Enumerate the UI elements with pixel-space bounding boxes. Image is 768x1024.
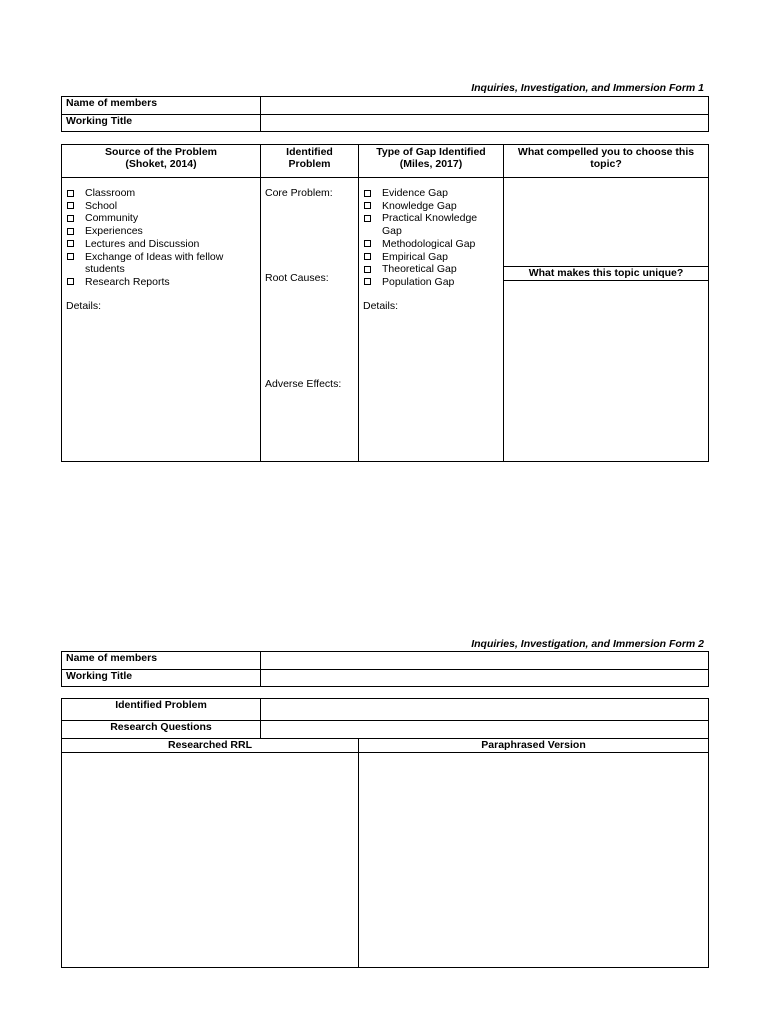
source-option-experiences[interactable]: Experiences — [66, 225, 256, 238]
checkbox-icon[interactable] — [364, 202, 371, 209]
working-title-label: Working Title — [62, 670, 261, 687]
adverse-effects-label: Adverse Effects: — [265, 378, 342, 390]
root-causes-label: Root Causes: — [265, 272, 329, 284]
checkbox-icon[interactable] — [67, 240, 74, 247]
source-header: Source of the Problem (Shoket, 2014) — [62, 145, 261, 178]
working-title-field[interactable] — [261, 670, 709, 687]
unique-header: What makes this topic unique? — [504, 266, 708, 281]
form2-main-table — [61, 698, 709, 968]
gap-details-label: Details: — [363, 299, 399, 312]
checkbox-icon[interactable] — [67, 228, 74, 235]
core-problem-label: Core Problem: — [265, 187, 333, 199]
form2-title: Inquiries, Investigation, and Immersion Form 2 — [471, 638, 704, 650]
source-option-exchange[interactable]: Exchange of Ideas with fellow students — [66, 251, 256, 276]
checkbox-icon[interactable] — [67, 190, 74, 197]
gap-option-population[interactable]: Population Gap — [363, 276, 499, 289]
checkbox-icon[interactable] — [364, 253, 371, 260]
source-option-lectures[interactable]: Lectures and Discussion — [66, 238, 256, 251]
gap-option-theoretical[interactable]: Theoretical Gap — [363, 263, 499, 276]
source-details-label: Details: — [66, 299, 102, 312]
gap-option-evidence[interactable]: Evidence Gap — [363, 187, 499, 200]
source-cell[interactable] — [62, 178, 261, 462]
source-option-classroom[interactable]: Classroom — [66, 187, 256, 200]
form2-members-table — [61, 651, 709, 687]
gap-checklist — [363, 187, 499, 289]
research-questions-field[interactable] — [261, 721, 709, 739]
research-questions-label: Research Questions — [62, 721, 261, 739]
form1-main-table — [61, 144, 709, 462]
identified-problem-field[interactable] — [261, 699, 709, 721]
checkbox-icon[interactable] — [67, 202, 74, 209]
paraphrased-header: Paraphrased Version — [359, 739, 709, 753]
compelled-unique-cell — [504, 178, 709, 462]
working-title-label: Working Title — [62, 115, 261, 132]
compelled-header: What compelled you to choose this topic? — [504, 145, 709, 178]
gap-option-knowledge[interactable]: Knowledge Gap — [363, 200, 499, 213]
gap-option-methodological[interactable]: Methodological Gap — [363, 238, 499, 251]
name-of-members-field[interactable] — [261, 652, 709, 670]
source-option-research-reports[interactable]: Research Reports — [66, 276, 256, 289]
gap-option-empirical[interactable]: Empirical Gap — [363, 251, 499, 264]
unique-field[interactable] — [504, 281, 708, 461]
identified-problem-cell[interactable] — [261, 178, 359, 462]
checkbox-icon[interactable] — [364, 278, 371, 285]
compelled-field[interactable] — [504, 178, 708, 266]
name-of-members-field[interactable] — [261, 97, 709, 115]
checkbox-icon[interactable] — [67, 215, 74, 222]
checkbox-icon[interactable] — [364, 215, 371, 222]
working-title-field[interactable] — [261, 115, 709, 132]
paraphrased-field[interactable] — [359, 753, 709, 968]
identified-header: Identified Problem — [261, 145, 359, 178]
gap-option-practical[interactable]: Practical Knowledge Gap — [363, 212, 499, 237]
source-checklist — [66, 187, 256, 289]
researched-rrl-header: Researched RRL — [62, 739, 359, 753]
researched-rrl-field[interactable] — [62, 753, 359, 968]
source-option-community[interactable]: Community — [66, 212, 256, 225]
source-option-school[interactable]: School — [66, 200, 256, 213]
name-of-members-label: Name of members — [62, 97, 261, 115]
checkbox-icon[interactable] — [67, 278, 74, 285]
form1-members-table — [61, 96, 709, 132]
gap-cell[interactable] — [359, 178, 504, 462]
checkbox-icon[interactable] — [364, 240, 371, 247]
checkbox-icon[interactable] — [364, 266, 371, 273]
identified-problem-label: Identified Problem — [62, 699, 261, 721]
checkbox-icon[interactable] — [364, 190, 371, 197]
checkbox-icon[interactable] — [67, 253, 74, 260]
gap-header: Type of Gap Identified (Miles, 2017) — [359, 145, 504, 178]
form1-title: Inquiries, Investigation, and Immersion Form 1 — [471, 82, 704, 94]
name-of-members-label: Name of members — [62, 652, 261, 670]
